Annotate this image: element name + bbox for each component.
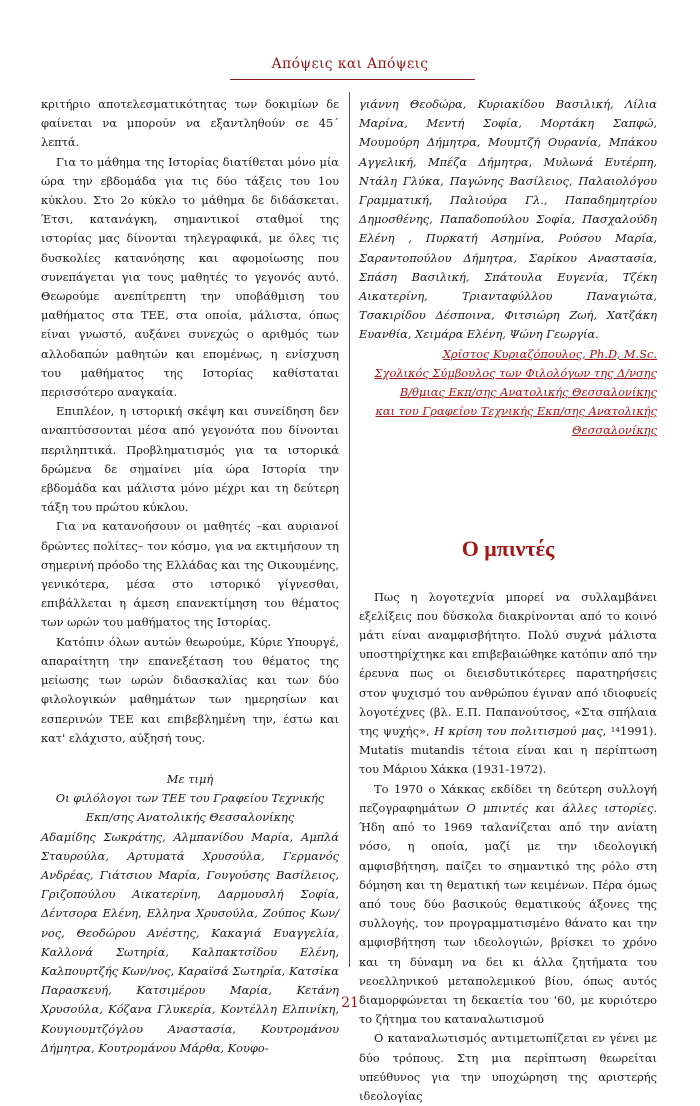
paragraph: Για το μάθημα της Ιστορίας διατίθεται μόνο μία ώρα την εβδομάδα για τις δύο τάξεις του 1ου κύκλου. Στο 2ο κύκλο το μάθημα δε διδάσκεται. Έτσι, κατανάγκη, σημαντικοί σταθμοί της ιστορίας μας δίνονται τηλεγραφικά, με όλες τις δυσκολίες κατανόησης και αφομοίωσης που συνεπάγεται για τους μαθητές το γεγονός αυτό. Θεωρούμε ανεπίτρεπτη την υποβάθμιση του μαθήματος στα ΤΕΕ, στα οποία, μάλιστα, όπως είναι γνωστό, αυξάνει συνεχώς ο αριθμός των αλλοδαπών μαθητών και επομένως, η ενίσχυση του μαθήματος της Ιστορίας καθίσταται περισσότερο αναγκαία. — [41, 154, 339, 400]
signatory-names-continued: γιάννη Θεοδώρα, Κυριακίδου Βασιλική, Λίλια Μαρίνα, Μεντή Σοφία, Μορτάκη Σαπφώ, Μουμούρη Δήμητρα, Μουμτζή Ουρανία, Μπάκου Αγγελική, Μπέζα Δήμητρα, Μυλωνά Ευτέρπη, Ντάλη Γλύκα, Παγώνης Βασίλειος, Παλαιολόγου Γραμματική, Παλιούρα Γλ., Παπαδημητρίου Δημοσθένης, Παπαδοπούλου Σοφία, Πασχαλούδη Ελένη , Πυρκατή Ασημίνα, Ρούσου Μαρία, Σαραντοπούλου Δήμητρα, Σαρίκου Αναστασία, Σπάση Βασιλική, Σπάτουλα Ευγενία, Τζέκη Αικατερίνη, Τριανταφύλλου Παναγιώτα, Τσακιρίδου Δέσποινα, Φιτσιώρη Ζωή, Χατζάκη Ευανθία, Χειμάρα Ελένη, Ψώνη Γεωργία. — [359, 97, 657, 342]
book-title: Ο μπιντές και άλλες ιστορίες — [466, 800, 654, 815]
text-run: . Ήδη από το 1969 ταλανίζεται από την ανίατη νόσο, η οποία, μαζί με την ιδεολογική αμφισβήτηση, παίζει το σημαντικό της ρόλο στη δόμηση και τη θεματική των κειμένων. Πέρα όμως από τους δύο βασικούς θεματικούς άξονες της συλλογής, τον προγραμματισμένο θάνατο και την αμφισβήτηση των ιδεολογιών, βρίσκει το χρόνο και τη δύναμη να δει κι άλλα ζητήματα του νεοελληνικού μεταπολεμικού βίου, όπως αυτός διαμορφώνεται τη δεκαετία του '60, με κυριότερο το ζήτημα του καταναλωτισμού — [359, 800, 657, 1027]
left-column — [41, 95, 339, 1058]
book-title: Η κρίση του πολιτισμού μας — [434, 724, 603, 739]
signature-line: Σχολικός Σύμβουλος των Φιλολόγων της Δ/νσης — [374, 365, 657, 380]
signature-line: Β/θμιας Εκπ/σης Ανατολικής Θεσσαλονίκης — [399, 385, 657, 400]
paragraph: Επιπλέον, η ιστορική σκέψη και συνείδηση δεν αναπτύσσονται μέσα από γεγονότα που δίνονται περιληπτικά. Προβληματισμός για τα ιστορικά δρώμενα δε σημαίνει μία ώρα Ιστορία την εβδομάδα και μάλιστα μόνο μέχρι και τη δεύτερη τάξη του πρώτου κύκλου. — [41, 404, 339, 515]
paragraph: Για να κατανοήσουν οι μαθητές –και αυριανοί δρώντες πολίτες– τον κόσμο, για να εκτιμήσουν τη σημερινή πρόοδο της Ελλάδας και της Οικουμένης, γενικότερα, μέσα στο ιστορικό γίγνεσθαι, επιβάλλεται η άμεση επανεκτίμηση του θέματος των ωρών του μαθήματος της Ιστορίας. — [41, 519, 339, 630]
signature-line: Θεσσαλονίκης — [572, 423, 657, 438]
article-paragraph — [359, 588, 657, 780]
spacer — [41, 748, 339, 770]
text-run: Το 1970 ο Χάκκας εκδίδει τη δεύτερη συλλογή πεζογραφημάτων — [359, 781, 657, 815]
signatories-heading: Οι φιλόλογοι των ΤΕΕ του Γραφείου Τεχνικής Εκπ/σης Ανατολικής Θεσσαλονίκης — [55, 791, 325, 825]
paragraph: κριτήριο αποτελεσματικότητας των δοκιμίων δε φαίνεται να μπορούν να εξαντληθούν σε 45΄ λεπτά. — [41, 97, 339, 150]
running-header: Απόψεις και Απόψεις — [271, 56, 429, 72]
right-column — [359, 95, 657, 1106]
signature-line: και του Γραφείου Τεχνικής Εκπ/σης Ανατολικής — [375, 404, 657, 419]
paragraph: Κατόπιν όλων αυτών θεωρούμε, Κύριε Υπουργέ, απαραίτητη την επανεξέταση του θέματος της μείωσης των ωρών διδασκαλίας και των δύο φιλολογικών μαθημάτων των ημερησίων και εσπερινών ΤΕΕ και επιβεβλημένη την, έστω και κατ' ελάχιστο, αύξησή τους. — [41, 634, 339, 745]
page-number: 21 — [341, 995, 359, 1011]
column-divider — [349, 92, 350, 967]
signatory-names: Αδαμίδης Σωκράτης, Αλμπανίδου Μαρία, Αμπλά Σταυρούλα, Αρτυματά Χρυσούλα, Γερμανός Ανδρέας, Γιάτσιου Μαρία, Γουγούσης Βασίλειος, Γριζοπούλου Αικατερίνη, Δαρμουσλή Σοφία, Δέντσορα Ελένη, Ελληνα Χρυσούλα, Ζούπος Κων/νος, Θεοδώρου Ανέστης, Κακαγιά Ευαγγελία, Καλλονά Σωτηρία, Καλπακτσίδου Ελένη, Καλπουρτζής Κων/νος, Καραϊσά Σωτηρία, Κατσίκα Παρασκευή, Κατσιμέρου Μαρία, Κετάνη Χρυσούλα, Κόζανα Γλυκερία, Κοντέλλη Ελπινίκη, Κουγιουμτζόγλου Αναστασία, Κουτρομάνου Δήμητρα, Κουτρομάνου Μάρθα, Κουφο- — [41, 829, 339, 1055]
article-paragraph: Ο καταναλωτισμός αντιμετωπίζεται εν γένει με δύο τρόπους. Στη μια περίπτωση θεωρείται υπεύθυνος για την υποχώρηση της αριστερής ιδεολογίας — [359, 1031, 657, 1103]
signature-line: Χρίστος Κυριαζόπουλος, Ph.D, M.Sc. — [442, 346, 657, 361]
text-run: , ¹⁴1991). Mutatis mutandis τέτοια είναι και η περίπτωση του Μάριου Χάκκα (1931-1972). — [359, 724, 657, 777]
text-run: Πως η λογοτεχνία μπορεί να συλλαμβάνει εξελίξεις που δύσκολα διακρίνονται από το κοινό μάτι είναι αναμφισβήτητο. Πολύ συχνά μάλιστα υποστηρίχτηκε και επιβεβαιώθηκε κατόπιν από την έρευνα πως οι διεισδυτικότερες παρατηρήσεις στον ψυχισμό του ανθρώπου έγιναν από ιδιοφυείς λογοτέχνες (βλ. Ε.Π. Παπανούτσος, «Στα σπήλαια της ψυχής», — [359, 589, 657, 739]
article-paragraph — [359, 780, 657, 1030]
header-rule — [230, 79, 475, 80]
closing-salutation: Με τιμή — [166, 771, 214, 786]
article-title: Ο μπιντές — [461, 535, 555, 561]
